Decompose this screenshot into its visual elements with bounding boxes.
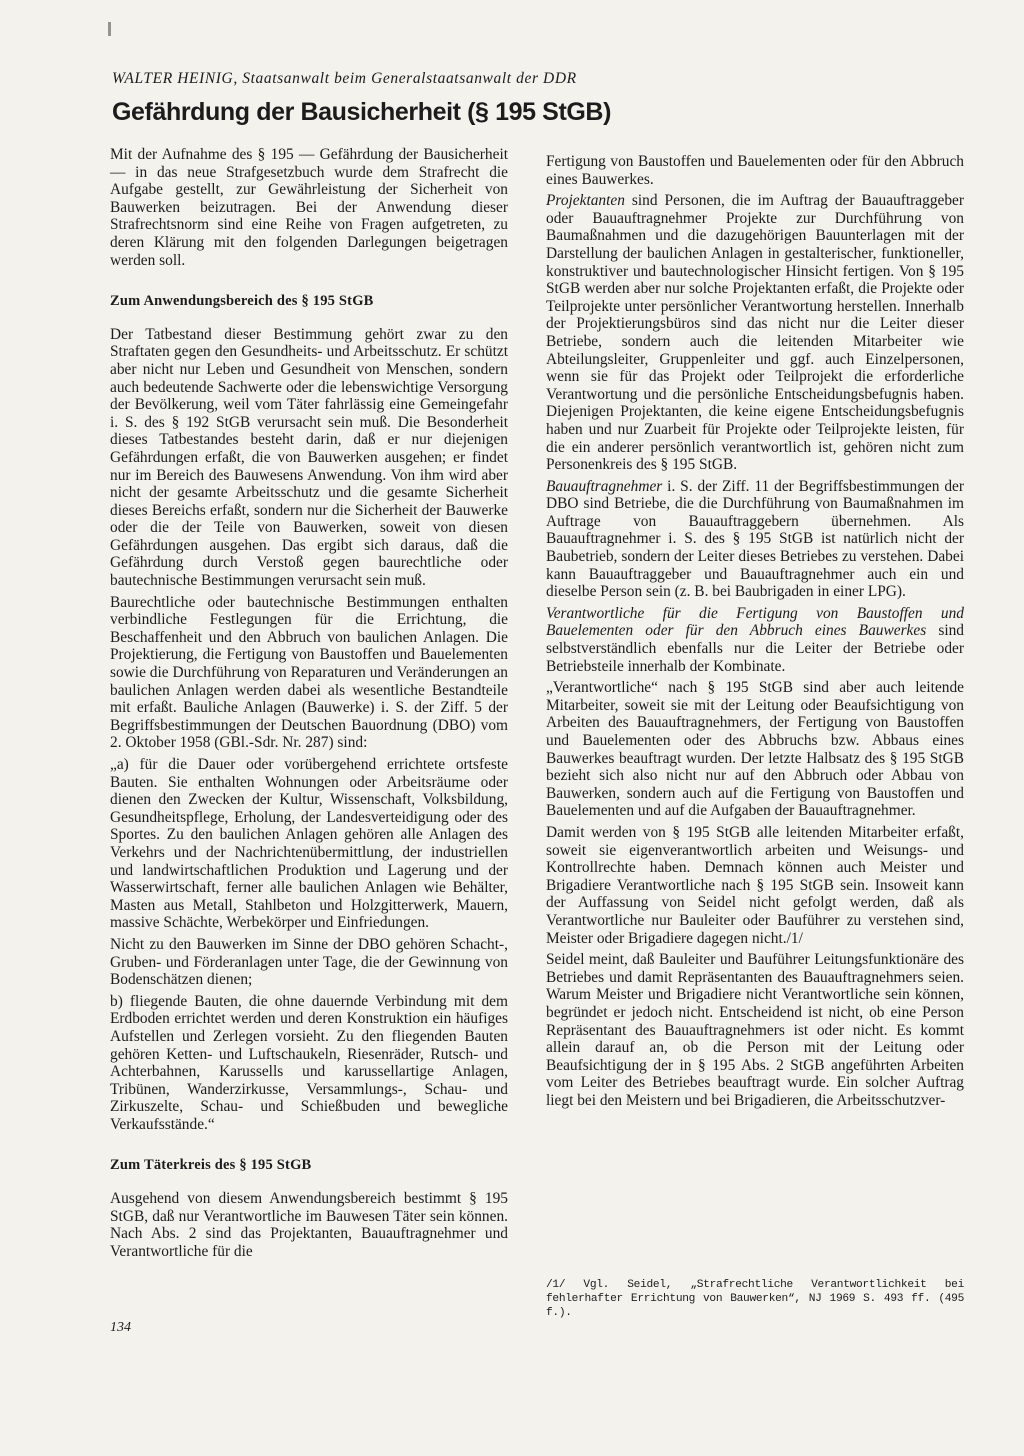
quote-paragraph: „a) für die Dauer oder vorübergehend errichtete ortsfeste Bauten. Sie enthalten Wohnungen oder Arbeitsräume oder dienen den Zwecken der Kultur, Wissenschaft, Volksbildung, Gesundheitspflege, Erholung, der Landesverteidigung oder des Sportes. Zu den baulichen Anlagen gehören alle Anlagen des Verkehrs und der Nachrichtenübermittlung, der industriellen und landwirtschaftlichen Produktion und Lagerung und der Wasserwirtschaft, ferner alle baulichen Anlagen wie Behälter, Masten aus Metall, Stahlbeton und Holzgitterwerk, Mauern, massive Schächte, Werbekörper und Einfriedungen. [110,756,508,932]
definition-verantwortliche [546,605,964,675]
paragraph: Ausgehend von diesem Anwendungsbereich bestimmt § 195 StGB, daß nur Verantwortliche im Bauwesen Täter sein können. Nach Abs. 2 sind das Projektanten, Bauauftragnehmer und Verantwortliche für die [110,1190,508,1260]
right-column [546,153,964,1113]
author-line: WALTER HEINIG, Staatsanwalt beim Generalstaatsanwalt der DDR [112,70,577,87]
left-column [110,146,508,1264]
term: Bauauftragnehmer [546,477,663,495]
quote-paragraph: Nicht zu den Bauwerken im Sinne der DBO gehören Schacht-, Gruben- und Förderanlagen unter Tage, die der Gewinnung von Bodenschätzen dienen; [110,935,508,989]
quote-paragraph: b) fliegende Bauten, die ohne dauernde Verbindung mit dem Erdboden errichtet werden und deren Konstruktion ein häufiges Aufstellen und Zerlegen vorsieht. Zu den fliegenden Bauten gehören Ketten- und Luftschaukeln, Riesenräder, Rutsch- und Achterbahnen, Karussells und karussellartige Anlagen, Tribünen, Wanderzirkusse, Versammlungs-, Schau- und Zirkuszelte, Schau- und Schießbuden und bewegliche Verkaufsstände.“ [110,992,508,1133]
definition-text: sind Personen, die im Auftrag der Bauauftraggeber oder Bauauftragnehmer Projekte zur Durchführung von Baumaßnahmen und die dazugehörigen Bauunterlagen mit der Darstellung der baulichen Anlagen in gestalterischer, funktioneller, konstruktiver und bautechnologischer Hinsicht fertigen. Von § 195 StGB werden aber nur solche Projektanten erfaßt, die Projekte oder Teilprojekte unter persönlicher Verantwortung herstellen. Innerhalb der Projektierungsbüros sind das nicht nur die Leiter dieser Betriebe, sondern auch die leitenden Mitarbeiter wie Abteilungsleiter, Gruppenleiter und ggf. auch Einzelpersonen, wenn sie für das Projekt oder Teilprojekt die erforderliche Verantwortung und die persönliche Entscheidungsbefugnis haben. Diejenigen Projektanten, die keine eigene Entscheidungsbefugnis haben und nur Zuarbeit für Projekte oder Teilprojekte leisten, für die ein anderer persönlich verantwortlich ist, gehören nicht zum Personenkreis des § 195 StGB. [546,192,964,474]
paragraph: Fertigung von Baustoffen und Bauelementen oder für den Abbruch eines Bauwerkes. [546,153,964,188]
term: Verantwortliche für die Fertigung von Baustoffen und Bauelementen oder für den Abbruch eines Bauwerkes [546,604,964,640]
paragraph: „Verantwortliche“ nach § 195 StGB sind aber auch leitende Mitarbeiter, soweit sie mit der Leitung oder Beaufsichtigung von Arbeiten des Bauauftragnehmers, der Fertigung von Baustoffen und Bauelementen oder des Abbruchs bzw. Abbaus eines Bauwerkes beauftragt wurden. Der letzte Halbsatz des § 195 StGB bezieht sich also nicht nur auf den Abbruch oder Abbau von Bauwerken, sondern auch auf die Fertigung von Baustoffen und Bauelementen und auf die Aufgaben der Bauauftragnehmer. [546,679,964,820]
article-title: Gefährdung der Bausicherheit (§ 195 StGB) [112,98,611,126]
page-number: 134 [110,1320,131,1335]
term: Projektanten [546,192,625,210]
footnote: /1/ Vgl. Seidel, „Strafrechtliche Verantwortlichkeit bei fehlerhafter Errichtung von Bauwerken“, NJ 1969 S. 493 ff. (495 f.). [546,1279,964,1319]
scan-mark [108,22,111,36]
definition-projektanten [546,192,964,474]
paragraph: Der Tatbestand dieser Bestimmung gehört zwar zu den Straftaten gegen den Gesundheits- und Arbeitsschutz. Er schützt aber nicht nur Leben und Gesundheit von Menschen, sondern auch bedeutende Sachwerte oder die lebenswichtige Versorgung der Bevölkerung, weil vom Täter fahrlässig eine Gemeingefahr i. S. des § 192 StGB verursacht sein muß. Die Besonderheit dieses Tatbestandes besteht darin, daß er nur diejenigen Gefährdungen erfaßt, die von Bauwerken ausgehen; er findet nur im Bereich des Bauwesens Anwendung. Von ihm wird aber nicht der gesamte Arbeitsschutz und die gesamte Sicherheit dieses Bereichs erfaßt, sondern nur die Sicherheit der Bauwerke oder die der Teile von Bauwerken, soweit von diesen Gefährdungen ausgehen. Das ergibt sich daraus, daß die Gefährdung durch Verstoß gegen baurechtliche oder bautechnische Bestimmungen verursacht sein muß. [110,325,508,590]
section-heading-scope: Zum Anwendungsbereich des § 195 StGB [110,293,374,310]
paragraph: Damit werden von § 195 StGB alle leitenden Mitarbeiter erfaßt, soweit sie eigenverantwortlich arbeiten und Weisungs- und Kontrollrechte haben. Demnach können auch Meister und Brigadiere Verantwortliche nach § 195 StGB sein. Insoweit kann der Auffassung von Seidel nicht gefolgt werden, daß als Verantwortliche nur Bauleiter oder Bauführer zu verstehen sind, Meister oder Brigadiere dagegen nicht./1/ [546,823,964,947]
section-heading-offenders: Zum Täterkreis des § 195 StGB [110,1157,312,1174]
definition-text: sind selbstverständlich ebenfalls nur die Leiter der Betriebe oder Betriebsteile innerhalb der Kombinate. [546,622,965,675]
intro-paragraph: Mit der Aufnahme des § 195 — Gefährdung der Bausicherheit — in das neue Strafgesetzbuch wurde dem Strafrecht die Aufgabe gestellt, zur Gewährleistung der Sicherheit von Bauwerken beizutragen. Bei der Anwendung dieser Strafrechtsnorm sind eine Reihe von Fragen aufgetreten, zu deren Klärung mit den folgenden Darlegungen beigetragen werden soll. [110,146,508,269]
paragraph: Baurechtliche oder bautechnische Bestimmungen enthalten verbindliche Festlegungen für die Errichtung, die Beschaffenheit und den Abbruch von baulichen Anlagen. Die Projektierung, die Fertigung von Baustoffen und Bauelementen sowie die Durchführung von Reparaturen und Veränderungen an baulichen Anlagen werden dabei als wesentliche Bestandteile mit erfaßt. Bauliche Anlagen (Bauwerke) i. S. der Ziff. 5 der Begriffsbestimmungen der Deutschen Bauordnung (DBO) vom 2. Oktober 1958 (GBl.-Sdr. Nr. 287) sind: [110,593,508,752]
definition-bauauftragnehmer [546,478,964,601]
definition-text: i. S. der Ziff. 11 der Begriffsbestimmungen der DBO sind Betriebe, die die Durchführung von Baumaßnahmen im Auftrage von Bauauftraggebern übernehmen. Als Bauauftragnehmer i. S. des § 195 StGB ist natürlich nicht der Baubetrieb, sondern der Leiter dieses Betriebes zu verstehen. Dabei kann Bauauftraggeber und Bauauftragnehmer auch ein und dieselbe Person sein (z. B. bei Baubrigaden in einer LPG). [546,477,964,601]
paragraph: Seidel meint, daß Bauleiter und Bauführer Leitungsfunktionäre des Betriebes und damit Repräsentanten des Bauauftragnehmers seien. Warum Meister und Brigadiere nicht Verantwortliche sein können, begründet er jedoch nicht. Entscheidend ist nicht, ob eine Person Repräsentant des Bauauftragnehmers ist oder nicht. Es kommt allein darauf an, ob die Person mit der Leitung oder Beaufsichtigung der in § 195 Abs. 2 StGB angeführten Arbeiten vom Leiter des Betriebes beauftragt wurde. Ein solcher Auftrag liegt bei den Meistern und bei Brigadieren, die Arbeitsschutzver- [546,951,964,1109]
